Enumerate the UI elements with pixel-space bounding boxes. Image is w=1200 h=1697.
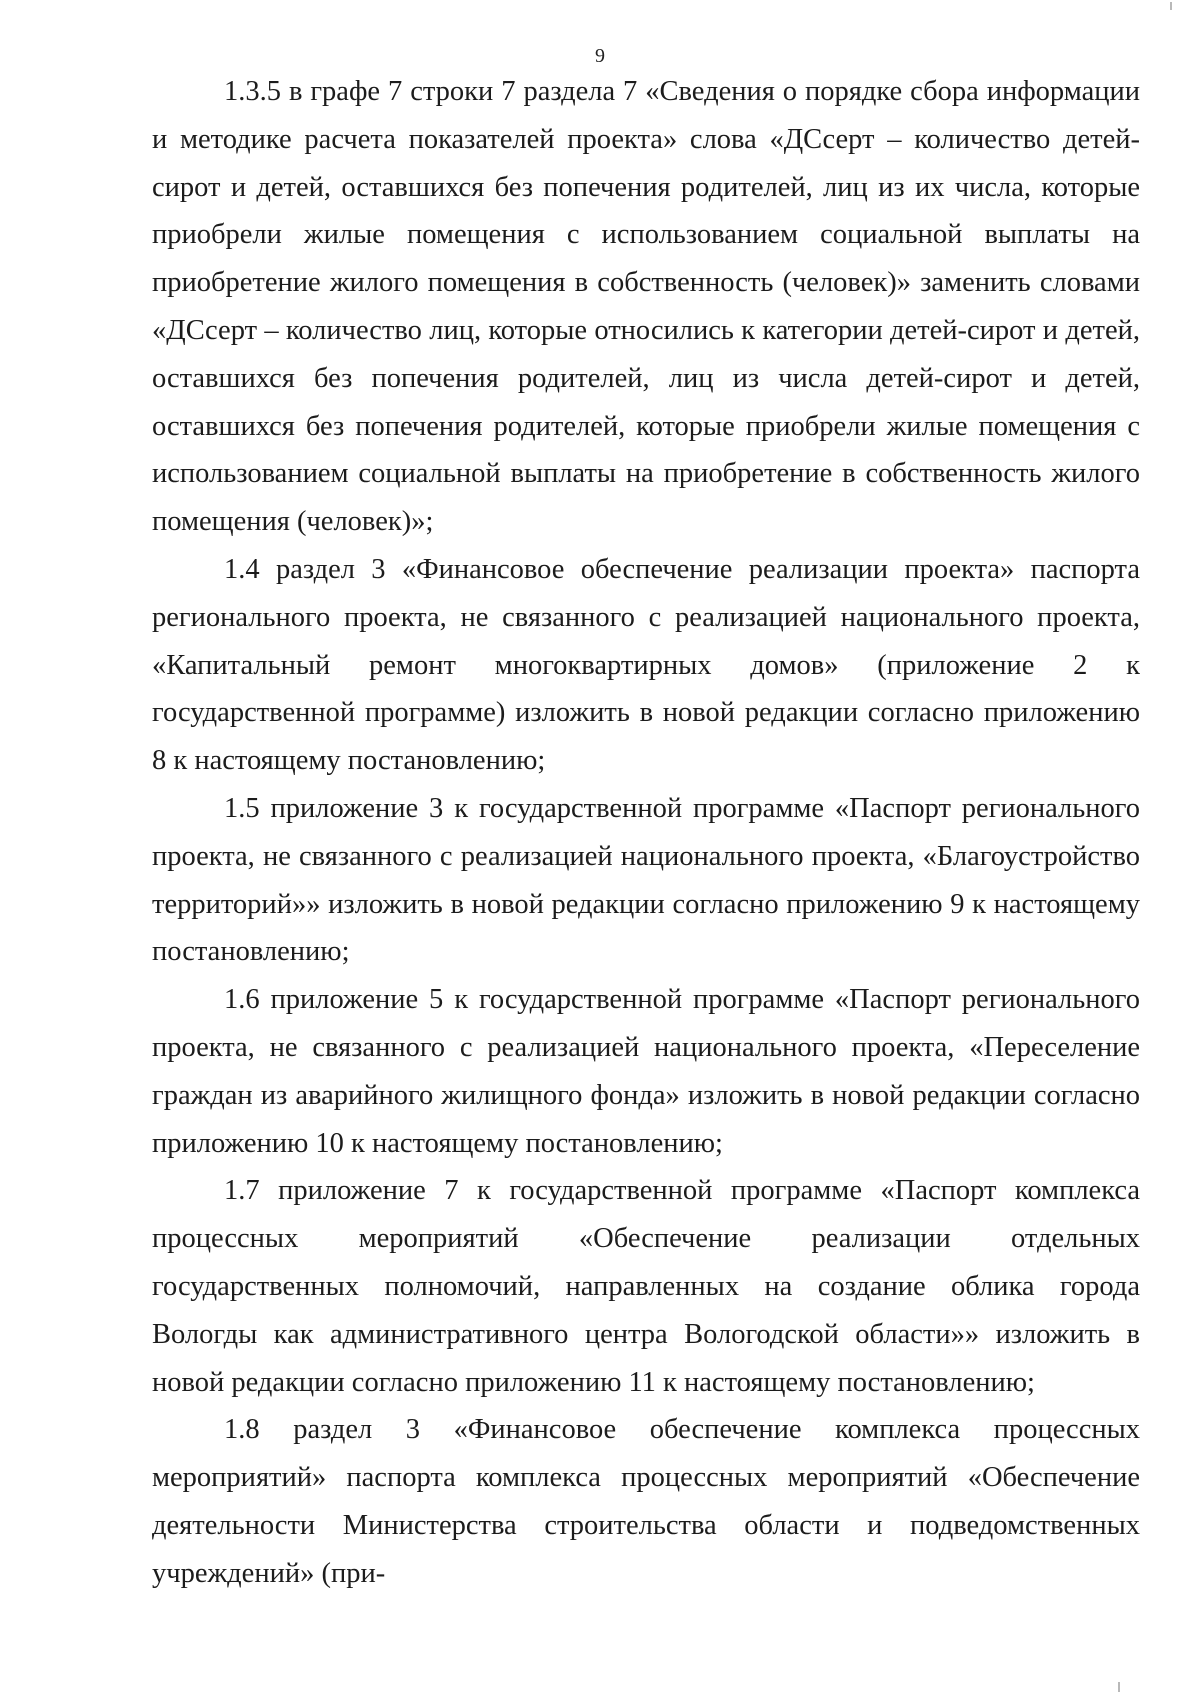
scan-mark-bottom (1118, 1682, 1120, 1692)
paragraph-1-4: 1.4 раздел 3 «Финансовое обеспечение реализации проекта» паспорта регионального проекта, не связанного с реализацией национального проекта, «Капитальный ремонт многоквартирных домов» (приложение 2 к государственной программе) изложить в новой редакции согласно приложению 8 к настоящему постановлению; (152, 553, 1140, 777)
scan-mark-top (1170, 2, 1172, 10)
paragraph-1-3-5: 1.3.5 в графе 7 строки 7 раздела 7 «Сведения о порядке сбора информации и методике расчета показателей проекта» слова «ДСсерт – количество детей-сирот и детей, оставшихся без попечения родителей, лиц из их числа, которые приобрели жилые помещения с использованием социальной выплаты на приобретение жилого помещения в собственность (человек)» заменить словами «ДСсерт – количество лиц, которые относились к категории детей-сирот и детей, оставшихся без попечения родителей, лиц из числа детей-сирот и детей, оставшихся без попечения родителей, которые приобрели жилые помещения с использованием социальной выплаты на приобретение в собственность жилого помещения (человек)»; (152, 76, 1140, 538)
paragraph-1-6: 1.6 приложение 5 к государственной программе «Паспорт регионального проекта, не связанного с реализацией национального проекта, «Переселение граждан из аварийного жилищного фонда» изложить в новой редакции согласно приложению 10 к настоящему постановлению; (152, 984, 1140, 1159)
paragraph-1-7: 1.7 приложение 7 к государственной программе «Паспорт комплекса процессных мероприятий «Обеспечение реализации отдельных государственных полномочий, направленных на создание облика города Вологды как административного центра Вологодской области»» изложить в новой редакции согласно приложению 11 к настоящему постановлению; (152, 1175, 1140, 1398)
paragraph-1-5: 1.5 приложение 3 к государственной программе «Паспорт регионального проекта, не связанного с реализацией национального проекта, «Благоустройство территорий»» изложить в новой редакции согласно приложению 9 к настоящему постановлению; (152, 792, 1140, 968)
paragraph-1-8: 1.8 раздел 3 «Финансовое обеспечение комплекса процессных мероприятий» паспорта комплекса процессных мероприятий «Обеспечение деятельности Министерства строительства области и подведомственных учреждений» (при- (152, 1414, 1140, 1589)
page-number: 9 (595, 45, 605, 67)
document-body (152, 68, 1140, 1598)
